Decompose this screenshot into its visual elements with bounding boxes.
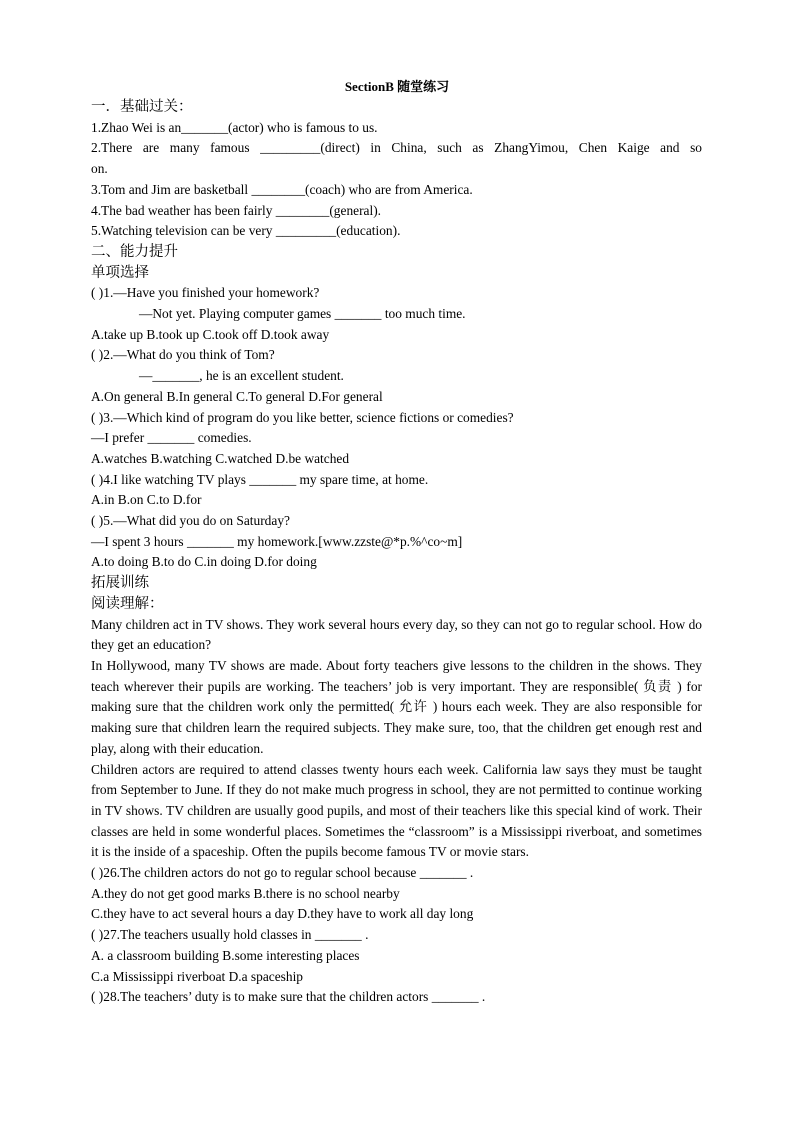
text-line: A. a classroom building B.some interesting places bbox=[91, 947, 360, 963]
section-heading: 拓展训练 bbox=[91, 575, 149, 592]
text-line: —I spent 3 hours _______ my homework.[www.zzste@*p.%^co~m] bbox=[91, 533, 463, 549]
text-line: C.they have to act several hours a day D.they have to work all day long bbox=[91, 906, 474, 922]
text-line: A.take up B.took up C.took off D.took away bbox=[91, 326, 330, 342]
passage-paragraph: Children actors are required to attend classes twenty hours each week. California law says they must be taught from September to June. If they do not make much progress in school, they are not permitted to continue working in TV shows. TV children are usually good pupils, and most of their teachers like this special kind of work. Their classes are held in some wonderful places. Sometimes the “classroom” is a Mississippi riverboat, and sometimes it is the inside of a spaceship. Often the pupils become famous TV or movie stars. bbox=[91, 761, 702, 860]
reading-questions bbox=[91, 863, 702, 1008]
text-line: ( )4.I like watching TV plays _______ my spare time, at home. bbox=[91, 471, 429, 487]
worksheet-content bbox=[91, 97, 702, 1008]
text-line: A.they do not get good marks B.there is no school nearby bbox=[91, 885, 400, 901]
text-line: A.watches B.watching C.watched D.be watched bbox=[91, 450, 350, 466]
text-line: ( )2.—What do you think of Tom? bbox=[91, 347, 275, 363]
text-line: A.in B.on C.to D.for bbox=[91, 492, 202, 508]
passage-paragraph: In Hollywood, many TV shows are made. About forty teachers give lessons to the children in the shows. They teach wherever their pupils are working. The teachers’ job is very important. They are responsible( 负责 ) for making sure that the children work only the permitted( 允许 ) hours each week. They are also responsible for making sure that children learn the required subjects. They make sure, too, that the children get enough rest and play, along with their education. bbox=[91, 657, 702, 756]
section-heading: 阅读理解： bbox=[91, 595, 164, 612]
page-title: SectionB 随堂练习 bbox=[344, 79, 450, 94]
text-line: A.to doing B.to do C.in doing D.for doing bbox=[91, 554, 317, 570]
section-heading: 单项选择 bbox=[91, 264, 149, 281]
text-line: ( )3.—Which kind of program do you like better, science fictions or comedies? bbox=[91, 409, 514, 425]
text-line: ( )26.The children actors do not go to regular school because _______ . bbox=[91, 865, 474, 881]
text-line: ( )5.—What did you do on Saturday? bbox=[91, 513, 290, 529]
text-line: C.a Mississippi riverboat D.a spaceship bbox=[91, 968, 303, 984]
text-line: 3.Tom and Jim are basketball ________(coach) who are from America. bbox=[91, 181, 473, 197]
text-line: ( )1.—Have you finished your homework? bbox=[91, 285, 320, 301]
reading-passage bbox=[91, 615, 702, 863]
text-line: —I prefer _______ comedies. bbox=[91, 430, 252, 446]
section-heading: 一．基础过关： bbox=[91, 99, 193, 115]
section-heading: 二、能力提升 bbox=[91, 243, 178, 260]
passage-paragraph: Many children act in TV shows. They work several hours every day, so they can not go to regular school. How do they get an education? bbox=[91, 616, 702, 653]
text-line: —_______, he is an excellent student. bbox=[139, 368, 344, 384]
text-line: 4.The bad weather has been fairly ________(general). bbox=[91, 202, 382, 218]
text-line: ( )27.The teachers usually hold classes in _______ . bbox=[91, 927, 369, 943]
text-line: ( )28.The teachers’ duty is to make sure that the children actors _______ . bbox=[91, 989, 486, 1005]
exercise-lines bbox=[91, 97, 702, 615]
text-line: 2.There are many famous _________(direct) in China, such as ZhangYimou, Chen Kaige and so bbox=[91, 140, 702, 156]
text-line: on. bbox=[91, 161, 108, 177]
text-line: A.On general B.In general C.To general D.For general bbox=[91, 388, 383, 404]
text-line: 1.Zhao Wei is an_______(actor) who is famous to us. bbox=[91, 119, 378, 135]
text-line: 5.Watching television can be very _________(education). bbox=[91, 223, 401, 239]
text-line: —Not yet. Playing computer games _______ too much time. bbox=[139, 306, 466, 322]
